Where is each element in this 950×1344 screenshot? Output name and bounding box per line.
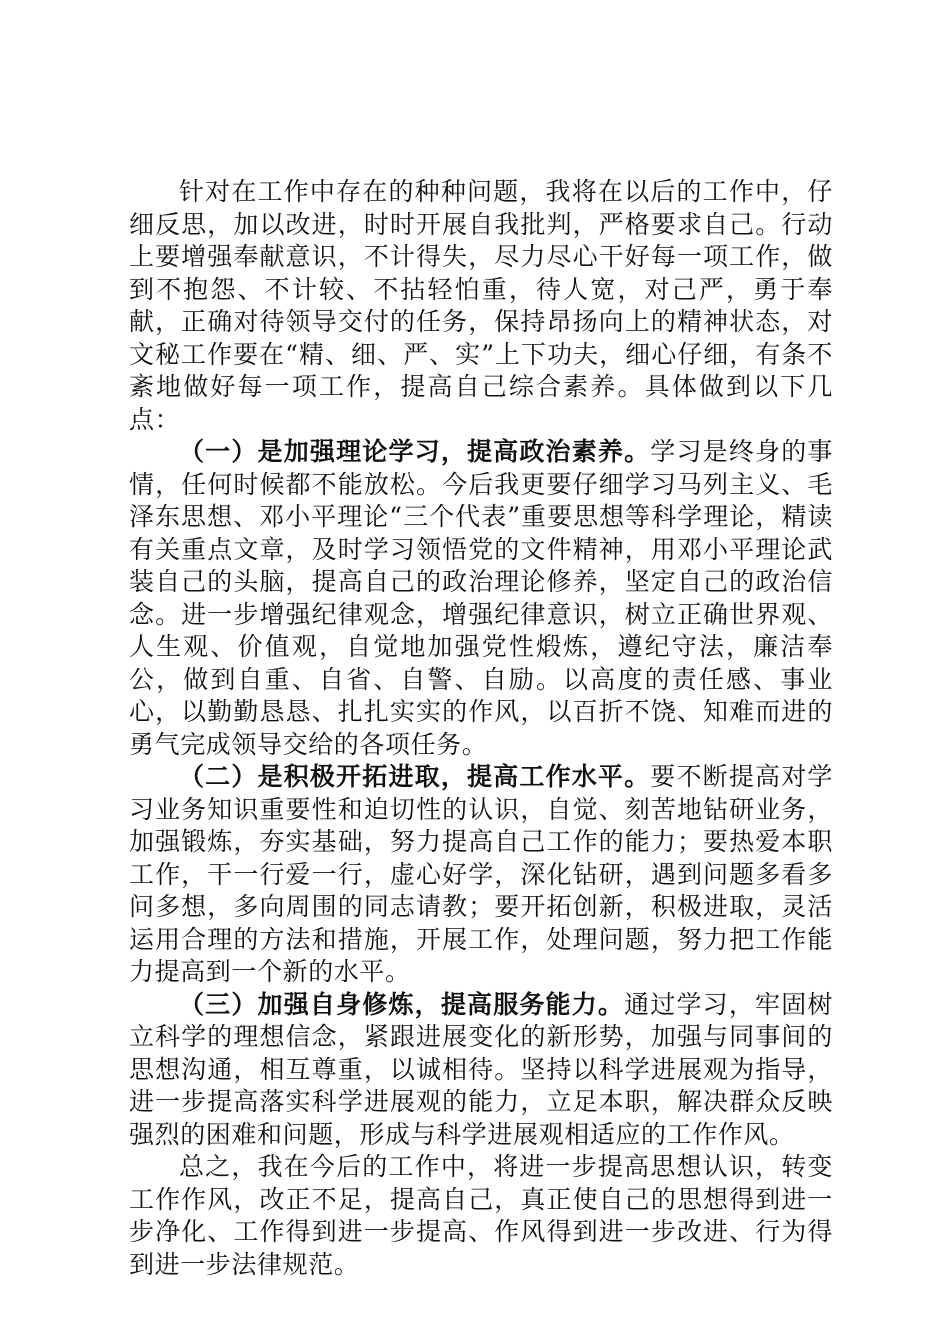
paragraph-intro	[129, 176, 833, 436]
paragraph-text: 针对在工作中存在的种种问题，我将在以后的工作中，仔细反思，加以改进，时时开展自我批判，严格要求自己。行动上要增强奉献意识，不计得失，尽力尽心干好每一项工作，做到不抱怨、不计较、不拈轻怕重，待人宽，对己严，勇于奉献，正确对待领导交付的任务，保持昂扬向上的精神状态，对文秘工作要在“精、细、严、实”上下功夫，细心仔细，有条不紊地做好每一项工作，提高自己综合素养。具体做到以下几点：	[129, 177, 833, 434]
paragraph-heading: （一）是加强理论学习，提高政治素养。	[179, 437, 651, 466]
paragraph-heading: （三）加强自身修炼，提高服务能力。	[179, 989, 625, 1019]
paragraph-point-1	[129, 436, 833, 761]
paragraph-text: 总之，我在今后的工作中，将进一步提高思想认识，转变工作作风，改正不足，提高自己，真正使自己的思想得到进一步净化、工作得到进一步提高、作风得到进一步改进、行为得到进一步法律规范。	[129, 1152, 833, 1279]
paragraph-point-3	[129, 989, 833, 1152]
paragraph-text: 学习是终身的事情，任何时候都不能放松。今后我更要仔细学习马列主义、毛泽东思想、邓小平理论“三个代表”重要思想等科学理论，精读有关重点文章，及时学习领悟党的文件精神，用邓小平理论武装自己的头脑，提高自己的政治理论修养，坚定自己的政治信念。进一步增强纪律观念，增强纪律意识，树立正确世界观、人生观、价值观，自觉地加强党性煅炼，遵纪守法，廉洁奉公，做到自重、自省、自警、自励。以高度的责任感、事业心，以勤勤恳恳、扎扎实实的作风，以百折不饶、知难而进的勇气完成领导交给的各项任务。	[129, 437, 833, 759]
paragraph-heading: （二）是积极开拓进取，提高工作水平。	[179, 762, 651, 791]
paragraph-point-2	[129, 761, 833, 989]
paragraph-text: 通过学习，牢固树立科学的理想信念，紧跟进展变化的新形势，加强与同事间的思想沟通，相互尊重，以诚相待。坚持以科学进展观为指导，进一步提高落实科学进展观的能力，立足本职，解决群众反映强烈的困难和问题，形成与科学进展观相适应的工作作风。	[129, 989, 833, 1149]
document-body	[129, 176, 833, 1281]
paragraph-conclusion	[129, 1151, 833, 1281]
paragraph-text: 要不断提高对学习业务知识重要性和迫切性的认识，自觉、刻苦地钻研业务，加强锻炼，夯实基础，努力提高自己工作的能力；要热爱本职工作，干一行爱一行，虚心好学，深化钻研，遇到问题多看多问多想，多向周围的同志请教；要开拓创新，积极进取，灵活运用合理的方法和措施，开展工作，处理问题，努力把工作能力提高到一个新的水平。	[129, 762, 833, 986]
